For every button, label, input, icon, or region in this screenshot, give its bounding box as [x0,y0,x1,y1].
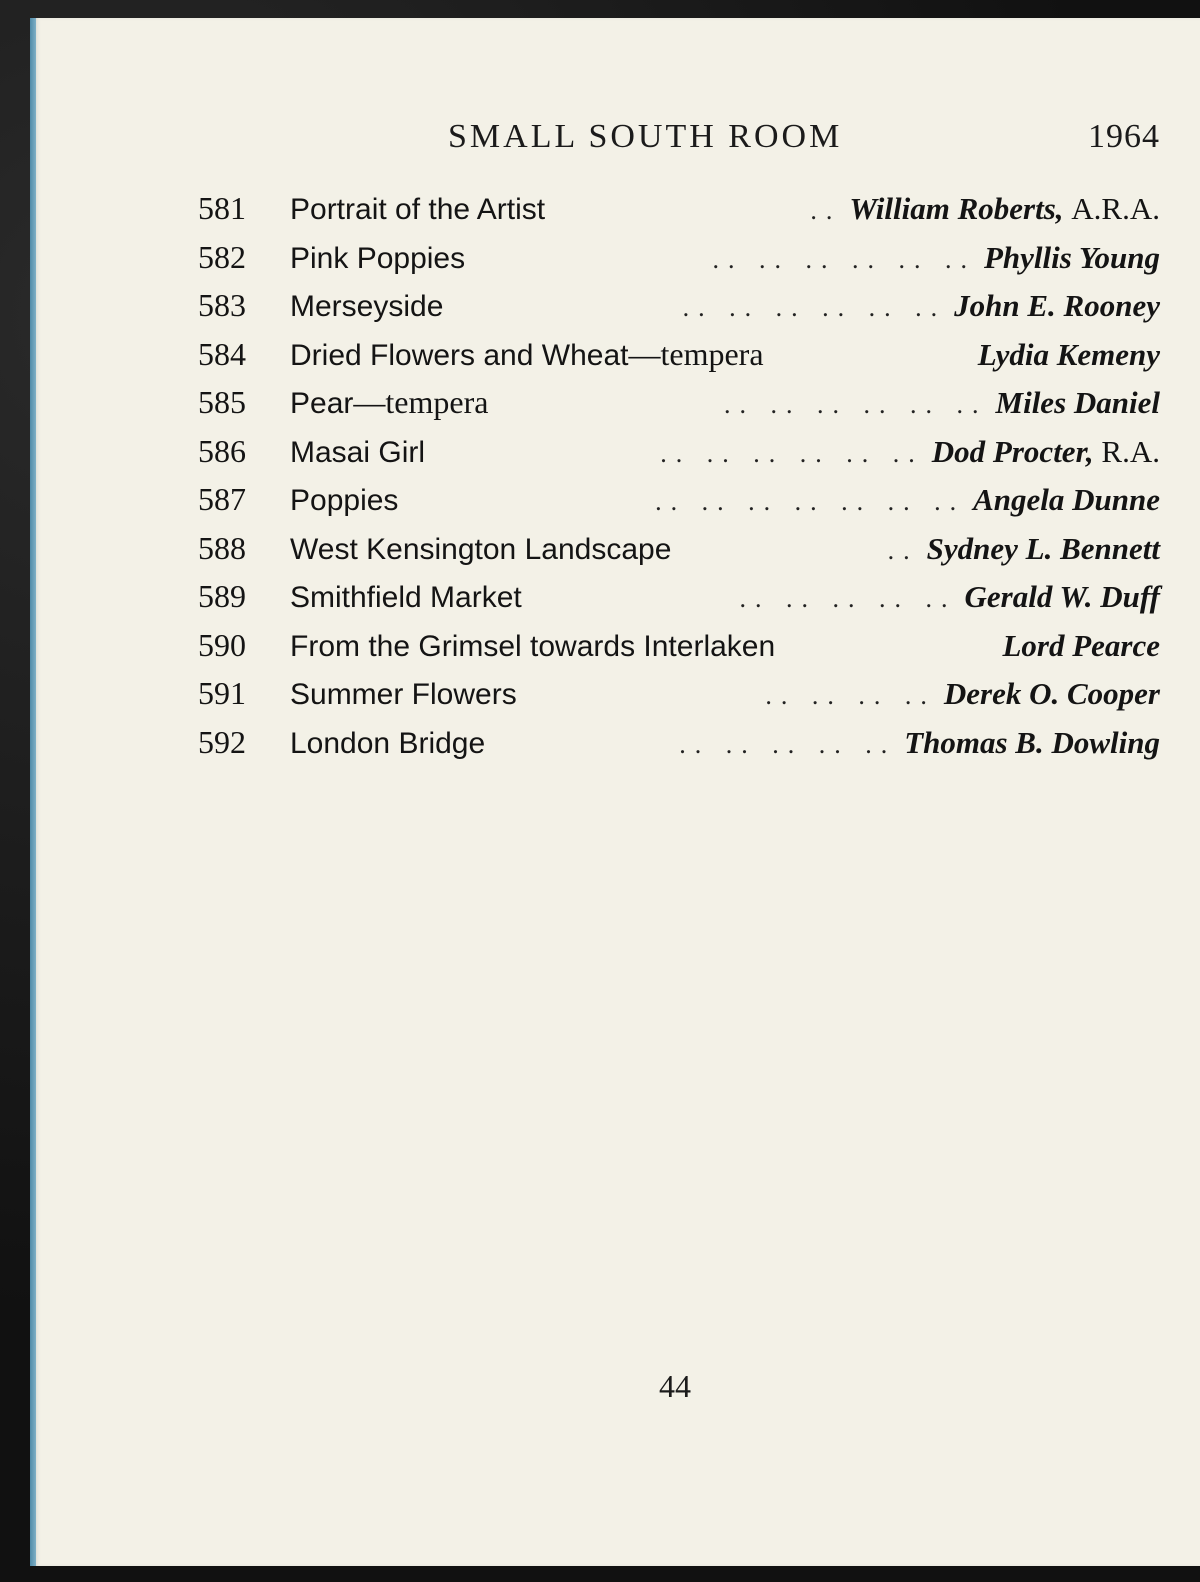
entry-title: Pear—tempera [290,384,489,420]
catalogue-entry [198,724,1160,773]
page-edge [30,18,36,1566]
dot-leaders: .. .. .. .. .. .. [660,438,924,468]
entry-title: Portrait of the Artist [290,193,546,226]
catalogue-entry [198,287,1160,336]
entry-artist: John E. Rooney [954,288,1160,323]
entry-number: 584 [198,335,246,372]
catalogue-entry [198,578,1160,627]
catalogue-entry [198,481,1160,530]
dot-leaders: .. [810,196,842,225]
catalogue-entry [198,675,1160,724]
entry-artist: Lydia Kemeny [977,336,1160,372]
catalogue-entries [198,190,1160,772]
catalogue-entry [198,384,1160,433]
entry-title: Merseyside [290,290,444,323]
entry-number: 587 [198,481,246,517]
entry-artist: Miles Daniel [995,385,1160,420]
entry-number: 590 [198,626,246,663]
entry-artist: Gerald W. Duff [964,579,1160,614]
entry-artist: Thomas B. Dowling [904,724,1160,760]
page-number: 44 [659,1368,691,1404]
entry-artist: Lord Pearce [1002,627,1160,663]
catalogue-entry [198,190,1160,239]
dot-leaders: .. .. .. .. .. .. [712,244,976,274]
entry-artist: Phyllis Young [983,239,1160,275]
entry-number: 589 [198,578,246,614]
entry-title: From the Grimsel towards Interlaken [290,629,776,663]
entry-number: 591 [198,675,246,711]
entry-title: Summer Flowers [290,678,517,711]
year: 1964 [1088,118,1160,155]
entry-title: Poppies [290,484,399,517]
entry-title: Dried Flowers and Wheat—tempera [290,335,764,372]
entry-title: Masai Girl [290,435,426,469]
entry-title: West Kensington Landscape [290,532,672,566]
dot-leaders: .. [887,535,919,565]
entry-number: 586 [198,432,246,469]
dot-leaders: .. .. .. .. .. .. [682,293,947,322]
entry-artist: William Roberts, A.R.A. [849,191,1160,226]
entry-number: 581 [198,190,246,226]
catalogue-entry [198,239,1160,288]
entry-artist: Dod Procter, R.A. [931,433,1160,469]
entry-title: Smithfield Market [290,581,522,614]
dot-leaders: .. .. .. .. .. .. [724,390,988,419]
dot-leaders: .. .. .. .. .. [739,584,957,613]
dot-leaders: .. .. .. .. .. .. .. [655,487,966,516]
entry-title: Pink Poppies [290,241,466,275]
dot-leaders: .. .. .. .. .. [679,729,897,759]
entry-number: 582 [198,238,246,275]
entry-artist: Derek O. Cooper [943,676,1160,711]
catalogue-entry [198,336,1160,385]
running-header [198,118,1160,168]
catalogue-entry [198,433,1160,482]
catalogue-entry [198,627,1160,676]
entry-number: 588 [198,529,246,566]
entry-number: 585 [198,384,246,420]
room-title: SMALL SOUTH ROOM [448,118,843,155]
entry-number: 583 [198,287,246,323]
catalogue-entry [198,530,1160,579]
dot-leaders: .. .. .. .. [765,681,936,710]
entry-artist: Angela Dunne [973,482,1160,517]
entry-artist: Sydney L. Bennett [926,530,1160,566]
entry-number: 592 [198,723,246,760]
entry-title: London Bridge [290,726,486,760]
